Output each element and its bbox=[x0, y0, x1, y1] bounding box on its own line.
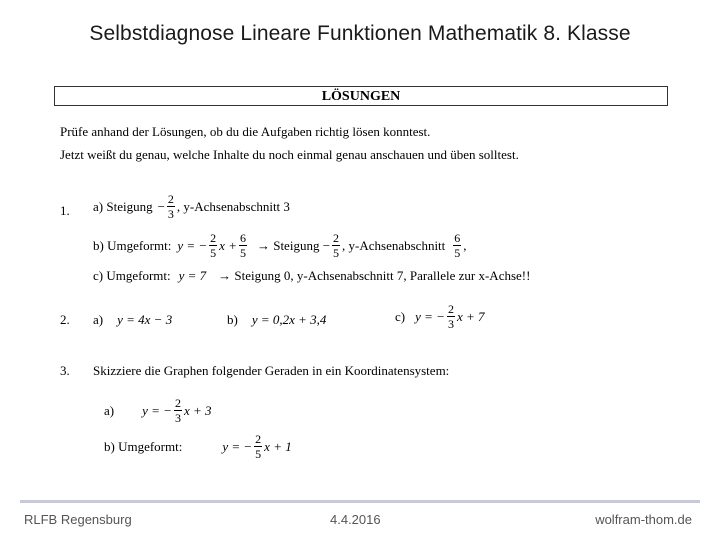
intro-line-1: Prüfe anhand der Lösungen, ob du die Aufgaben richtig lösen konntest. bbox=[60, 124, 431, 139]
task-1a-sign: − bbox=[157, 198, 165, 214]
fraction-denominator: 5 bbox=[333, 246, 340, 260]
task-2a-label: a) bbox=[93, 312, 104, 327]
task-1a-rest: , y-Achsenabschnitt 3 bbox=[176, 198, 290, 214]
fraction-numerator: 2 bbox=[174, 396, 181, 410]
slide-title: Selbstdiagnose Lineare Funktionen Mathematik 8. Klasse bbox=[89, 22, 631, 45]
task-2c-equation: y = − bbox=[415, 308, 445, 324]
task-1b bbox=[93, 232, 467, 259]
fraction-denominator: 5 bbox=[210, 246, 217, 260]
task-3b-label: b) Umgeformt: bbox=[104, 438, 183, 454]
task-2c bbox=[395, 303, 484, 330]
task-1c-label: c) Umgeformt: bbox=[93, 268, 171, 283]
task-1b-fraction-3 bbox=[332, 232, 340, 259]
task-2b-equation: y = 0,2x + 3,4 bbox=[251, 312, 327, 327]
task-1b-fraction-4 bbox=[453, 232, 461, 259]
fraction-numerator: 2 bbox=[167, 192, 174, 206]
task-3b bbox=[104, 433, 292, 460]
fraction-numerator: 2 bbox=[210, 231, 217, 245]
task-1c bbox=[93, 268, 530, 284]
fraction-numerator: 6 bbox=[454, 231, 461, 245]
footer-divider bbox=[20, 500, 700, 503]
task-1b-fraction-1 bbox=[209, 232, 217, 259]
task-3a bbox=[104, 397, 211, 424]
task-1a-fraction bbox=[167, 193, 175, 220]
fraction-numerator: 2 bbox=[333, 231, 340, 245]
task-1b-arrow-text: → Steigung − bbox=[256, 237, 331, 253]
task-3a-label: a) bbox=[104, 402, 115, 418]
task-1c-equation: y = 7 bbox=[178, 268, 207, 283]
task-3b-rest: x + 1 bbox=[264, 438, 292, 454]
task-1-number: 1. bbox=[60, 203, 70, 218]
task-1b-end: , bbox=[463, 237, 467, 253]
task-1a-label: a) Steigung bbox=[93, 198, 153, 214]
fraction-denominator: 5 bbox=[454, 246, 461, 260]
task-2a-equation: y = 4x − 3 bbox=[117, 312, 173, 327]
task-3a-rest: x + 3 bbox=[183, 402, 212, 418]
task-3a-equation: y = − bbox=[142, 402, 172, 418]
task-1b-mid-2: , y-Achsenabschnitt bbox=[342, 237, 446, 253]
intro-line-2: Jetzt weißt du genau, welche Inhalte du noch einmal genau anschauen und üben solltest. bbox=[60, 147, 519, 162]
task-3b-fraction bbox=[254, 433, 262, 460]
fraction-numerator: 2 bbox=[447, 302, 454, 316]
fraction-denominator: 3 bbox=[167, 207, 174, 221]
task-2c-rest: x + 7 bbox=[456, 308, 485, 324]
footer-date: 4.4.2016 bbox=[330, 512, 381, 527]
fraction-denominator: 3 bbox=[174, 411, 181, 425]
fraction-denominator: 5 bbox=[255, 447, 262, 461]
task-1b-equation: y = − bbox=[177, 237, 208, 253]
fraction-numerator: 6 bbox=[239, 231, 246, 245]
task-1b-label: b) Umgeformt: bbox=[93, 237, 172, 253]
task-2c-fraction bbox=[447, 303, 455, 330]
task-3a-fraction bbox=[174, 397, 182, 424]
footer-right: wolfram-thom.de bbox=[595, 512, 692, 527]
task-1b-mid: x + bbox=[219, 237, 237, 253]
task-1a bbox=[93, 193, 290, 220]
task-3-number: 3. bbox=[60, 363, 70, 378]
task-2c-label: c) bbox=[395, 308, 406, 324]
task-1b-fraction-2 bbox=[239, 232, 247, 259]
fraction-numerator: 2 bbox=[255, 432, 262, 446]
task-3b-equation: y = − bbox=[222, 438, 253, 454]
solutions-banner: LÖSUNGEN bbox=[54, 86, 668, 106]
footer-left: RLFB Regensburg bbox=[24, 512, 132, 527]
task-3-text: Skizziere die Graphen folgender Geraden in ein Koordinatensystem: bbox=[93, 363, 450, 378]
task-2-number: 2. bbox=[60, 312, 70, 327]
task-1c-rest: → Steigung 0, y-Achsenabschnitt 7, Parallele zur x-Achse!! bbox=[218, 268, 531, 283]
task-2a bbox=[93, 312, 172, 328]
fraction-denominator: 5 bbox=[239, 246, 246, 260]
task-2b-label: b) bbox=[227, 312, 238, 327]
fraction-denominator: 3 bbox=[447, 317, 454, 331]
task-2b bbox=[227, 312, 326, 328]
